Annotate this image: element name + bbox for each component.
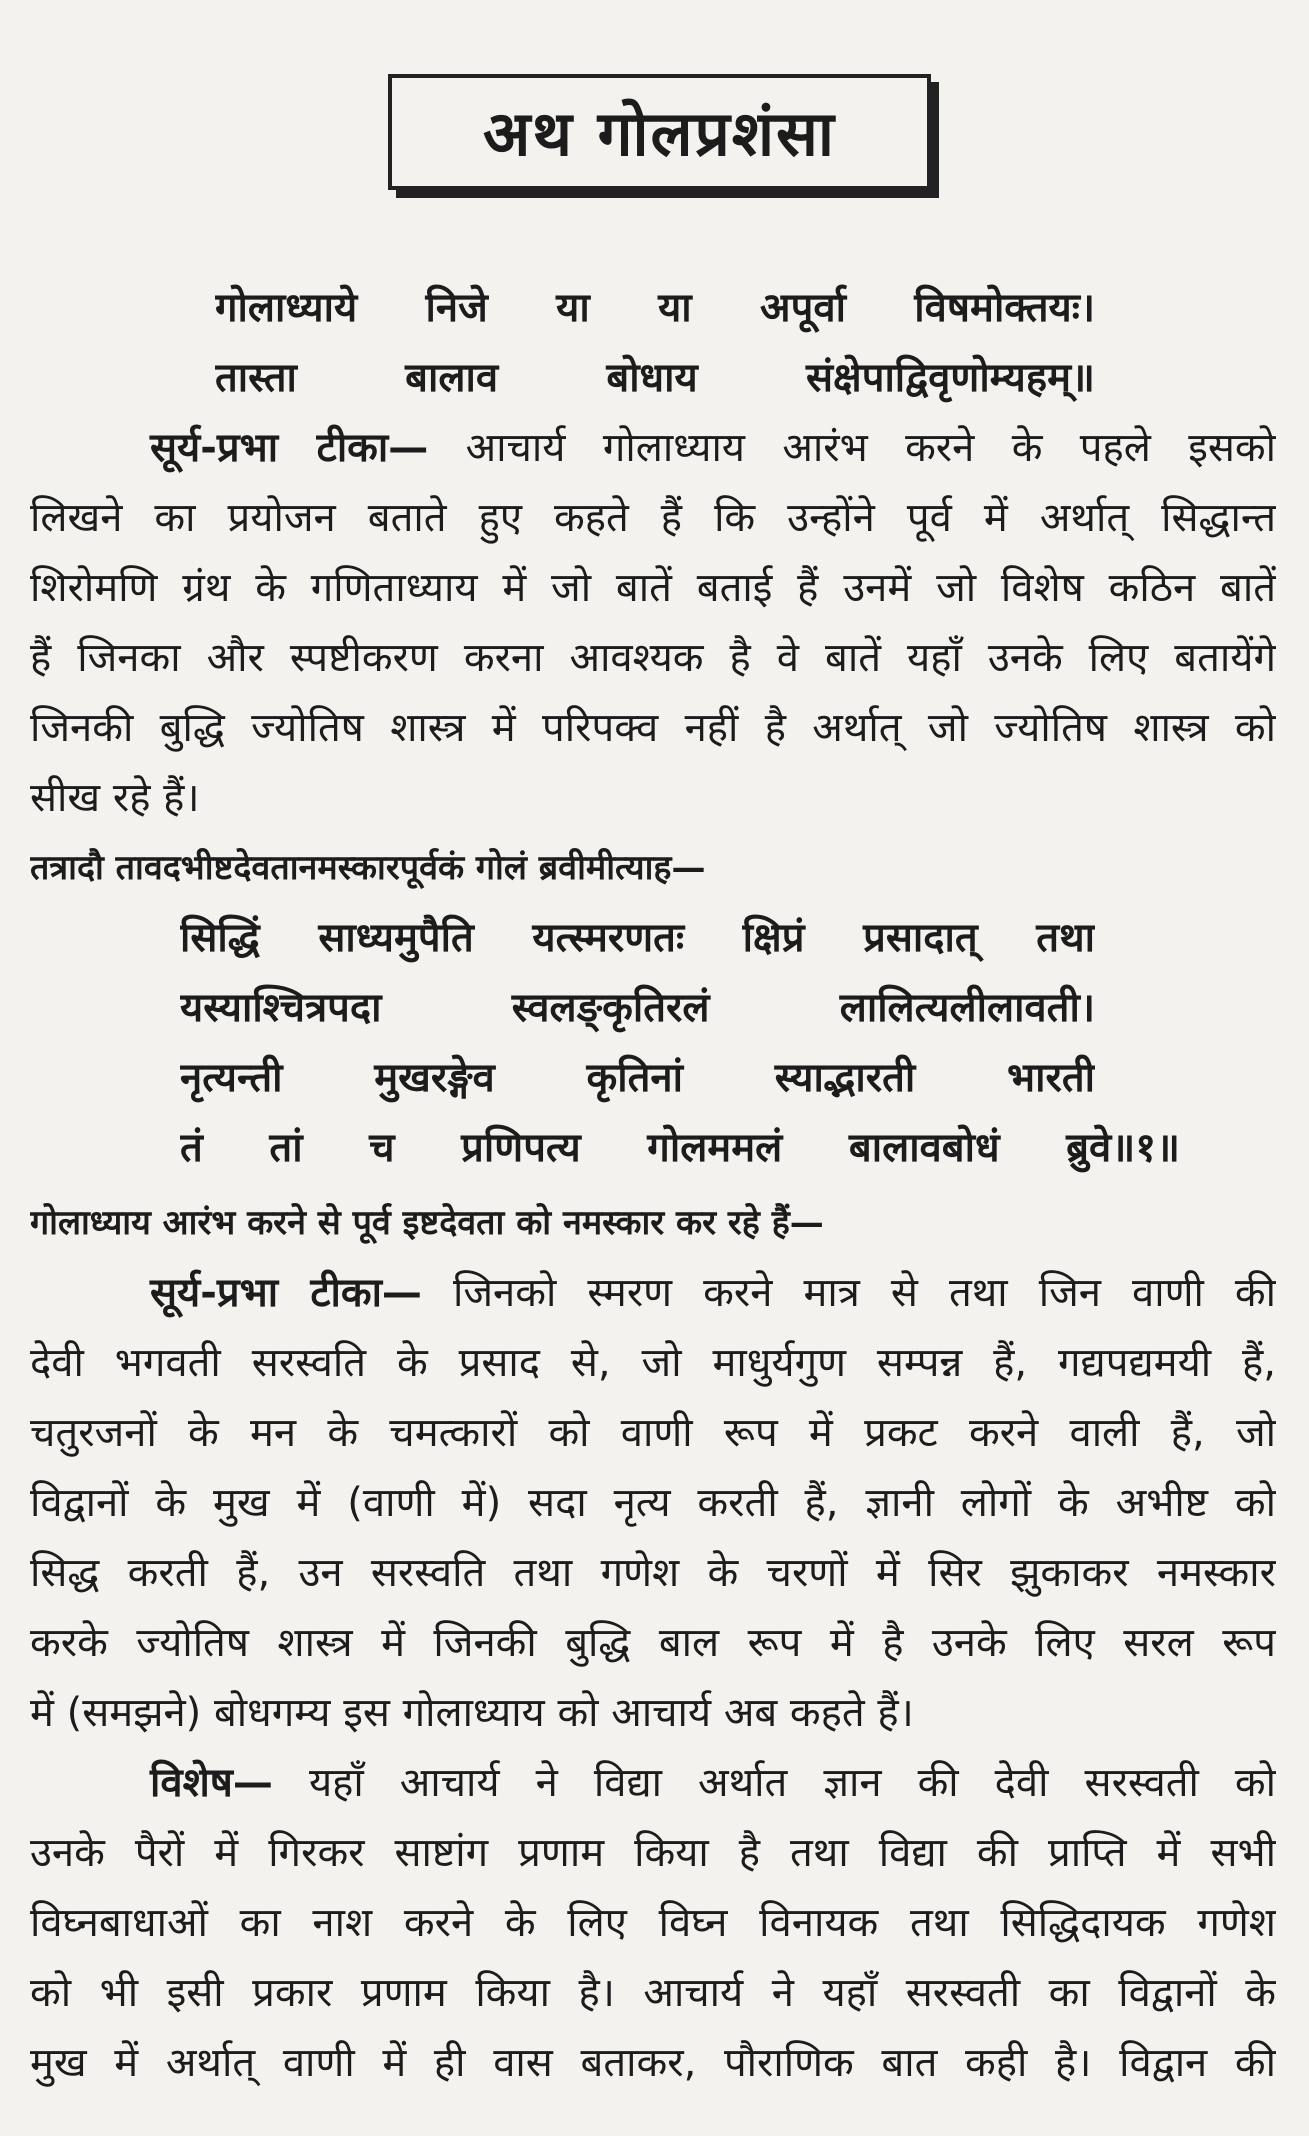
- commentary-label: सूर्य-प्रभा टीका—: [150, 425, 429, 471]
- verse-line: नृत्यन्ती मुखरङ्गेव कृतिनां स्याद्भारती भारती: [180, 1055, 1095, 1101]
- verse-line: सिद्धिं साध्यमुपैति यत्स्मरणतः क्षिप्रं प्रसादात् तथा: [180, 915, 1095, 961]
- paragraph-text: यहाँ आचार्य ने विद्या अर्थात ज्ञान की देवी सरस्वती को: [308, 1760, 1276, 1806]
- verse-line: तास्ता बालाव बोधाय संक्षेपाद्विवृणोम्यहम्॥: [215, 355, 1095, 401]
- special-label: विशेष—: [150, 1760, 273, 1806]
- intro-line: तत्रादौ तावदभीष्टदेवतानमस्कारपूर्वकं गोलं ब्रवीमीत्याह—: [30, 848, 706, 888]
- page-title: अथ गोलप्रशंसा: [483, 97, 836, 170]
- paragraph-line: लिखने का प्रयोजन बताते हुए कहते हैं कि उन्होंने पूर्व में अर्थात् सिद्धान्त: [30, 495, 1276, 541]
- paragraph-line: मुख में अर्थात् वाणी में ही वास बताकर, पौराणिक बात कही है। विद्वान की: [30, 2040, 1276, 2086]
- paragraph-line: [30, 1755, 1276, 1811]
- verse-line: यस्याश्चित्रपदा स्वलङ्कृतिरलं लालित्यलीलावती।: [180, 985, 1095, 1031]
- title-box: [388, 74, 931, 190]
- paragraph-line: [30, 420, 1276, 476]
- verse-line: तं तां च प्रणिपत्य गोलममलं बालावबोधं ब्रुवे॥१॥: [180, 1125, 1180, 1171]
- paragraph-text: जिनको स्मरण करने मात्र से तथा जिन वाणी की: [452, 1270, 1276, 1316]
- paragraph-line: हैं जिनका और स्पष्टीकरण करना आवश्यक है वे बातें यहाँ उनके लिए बतायेंगे: [30, 635, 1276, 681]
- paragraph-line: सीख रहे हैं।: [30, 775, 200, 821]
- intro-line: गोलाध्याय आरंभ करने से पूर्व इष्टदेवता को नमस्कार कर रहे हैं—: [30, 1203, 824, 1243]
- paragraph-line: में (समझने) बोधगम्य इस गोलाध्याय को आचार्य अब कहते हैं।: [30, 1690, 914, 1736]
- paragraph-line: देवी भगवती सरस्वति के प्रसाद से, जो माधुर्यगुण सम्पन्न हैं, गद्यपद्यमयी हैं,: [30, 1340, 1276, 1386]
- paragraph-line: को भी इसी प्रकार प्रणाम किया है। आचार्य ने यहाँ सरस्वती का विद्वानों के: [30, 1970, 1276, 2016]
- paragraph-line: विद्वानों के मुख में (वाणी में) सदा नृत्य करती हैं, ज्ञानी लोगों के अभीष्ट को: [30, 1480, 1276, 1526]
- verse-line: गोलाध्याये निजे या या अपूर्वा विषमोक्तयः।: [215, 285, 1095, 331]
- paragraph-line: करके ज्योतिष शास्त्र में जिनकी बुद्धि बाल रूप में है उनके लिए सरल रूप: [30, 1620, 1276, 1666]
- paragraph-text: आचार्य गोलाध्याय आरंभ करने के पहले इसको: [465, 425, 1276, 471]
- paragraph-line: [30, 1265, 1276, 1321]
- paragraph-line: उनके पैरों में गिरकर साष्टांग प्रणाम किया है तथा विद्या की प्राप्ति में सभी: [30, 1830, 1276, 1876]
- paragraph-line: सिद्ध करती हैं, उन सरस्वति तथा गणेश के चरणों में सिर झुकाकर नमस्कार: [30, 1550, 1276, 1596]
- commentary-label: सूर्य-प्रभा टीका—: [150, 1270, 422, 1316]
- paragraph-line: जिनकी बुद्धि ज्योतिष शास्त्र में परिपक्व नहीं है अर्थात् जो ज्योतिष शास्त्र को: [30, 705, 1276, 751]
- paragraph-line: चतुरजनों के मन के चमत्कारों को वाणी रूप में प्रकट करने वाली हैं, जो: [30, 1410, 1276, 1456]
- paragraph-line: विघ्नबाधाओं का नाश करने के लिए विघ्न विनायक तथा सिद्धिदायक गणेश: [30, 1900, 1276, 1946]
- paragraph-line: शिरोमणि ग्रंथ के गणिताध्याय में जो बातें बताई हैं उनमें जो विशेष कठिन बातें: [30, 565, 1276, 611]
